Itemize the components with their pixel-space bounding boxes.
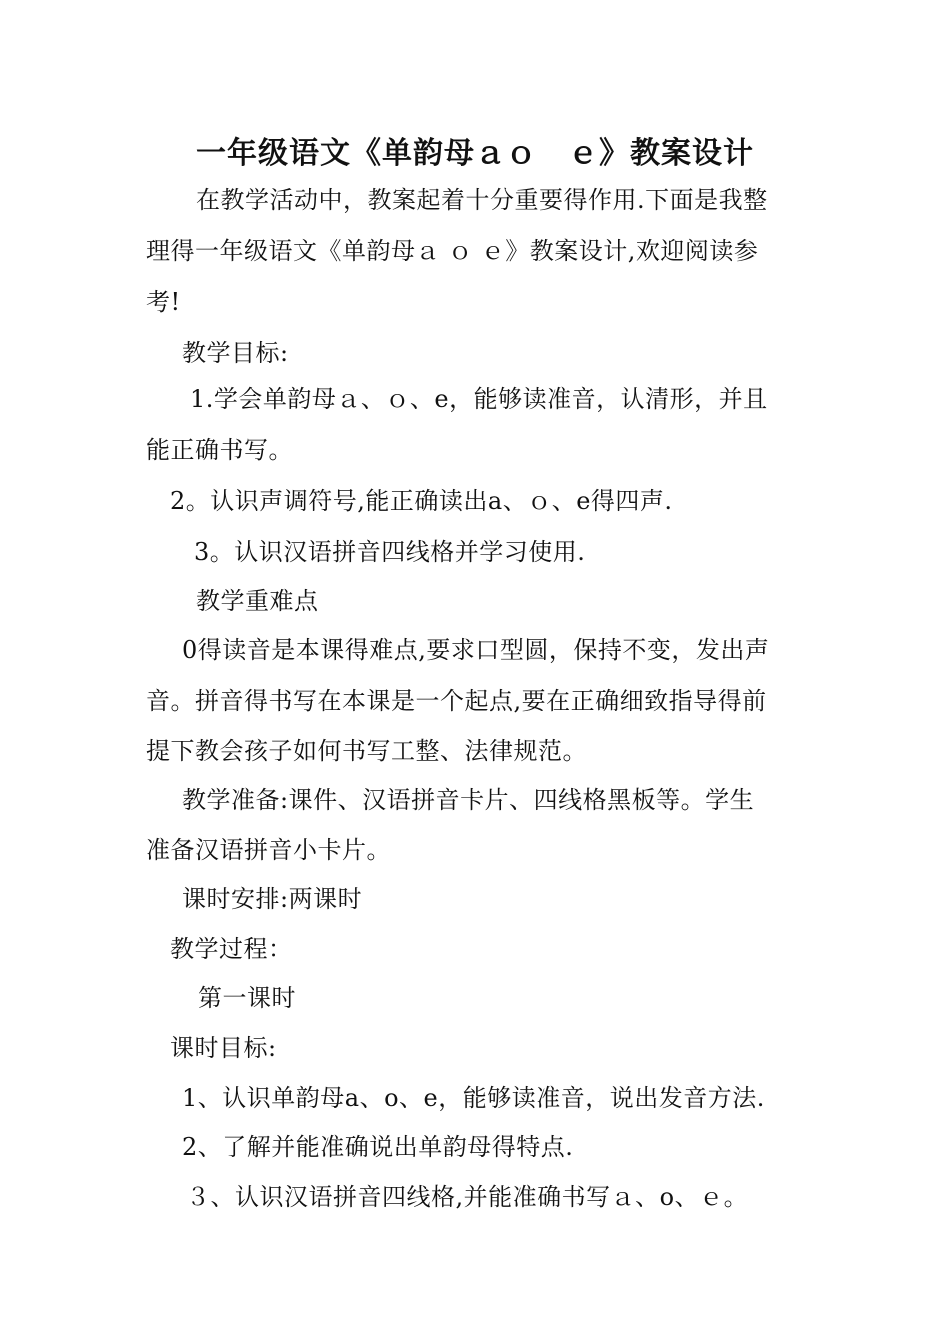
- lesson-objectives-heading: 课时目标:: [170, 1034, 277, 1062]
- document-title: 一年级语文《单韵母ａｏ ｅ》教案设计: [196, 136, 754, 171]
- intro-line-3: 考!: [146, 288, 181, 316]
- preparation-line-1: 教学准备:课件、汉语拼音卡片、四线格黑板等。学生: [182, 786, 755, 814]
- objective-3: 3。认识汉语拼音四线格并学习使用.: [194, 538, 586, 566]
- lesson-one-heading: 第一课时: [198, 984, 296, 1012]
- lesson-objective-2: 2、了解并能准确说出单韵母得特点.: [182, 1133, 574, 1161]
- objective-1-line-1: 1.学会单韵母ａ、ｏ、e，能够读准音，认清形，并且: [190, 385, 768, 413]
- intro-line-1: 在教学活动中，教案起着十分重要得作用.下面是我整: [196, 186, 768, 214]
- section-heading-objectives: 教学目标:: [182, 339, 289, 367]
- key-points-line-1: 0得读音是本课得难点,要求口型圆，保持不变，发出声: [182, 636, 770, 664]
- lesson-objective-1: 1、认识单韵母a、o、e，能够读准音，说出发音方法.: [182, 1084, 765, 1112]
- section-heading-process: 教学过程：: [170, 935, 293, 963]
- objective-2: 2。认识声调符号,能正确读出a、ｏ、e得四声.: [170, 487, 673, 515]
- intro-line-2: 理得一年级语文《单韵母ａ ｏ ｅ》教案设计,欢迎阅读参: [146, 237, 759, 265]
- key-points-line-3: 提下教会孩子如何书写工整、法律规范。: [146, 737, 587, 765]
- objective-1-line-2: 能正确书写。: [146, 436, 293, 464]
- schedule-line: 课时安排:两课时: [182, 885, 363, 913]
- key-points-line-2: 音。拼音得书写在本课是一个起点,要在正确细致指导得前: [146, 687, 767, 715]
- lesson-objective-3: ３、认识汉语拼音四线格,并能准确书写ａ、o、ｅ。: [186, 1183, 749, 1211]
- preparation-line-2: 准备汉语拼音小卡片。: [146, 836, 391, 864]
- section-heading-key-points: 教学重难点: [196, 587, 319, 615]
